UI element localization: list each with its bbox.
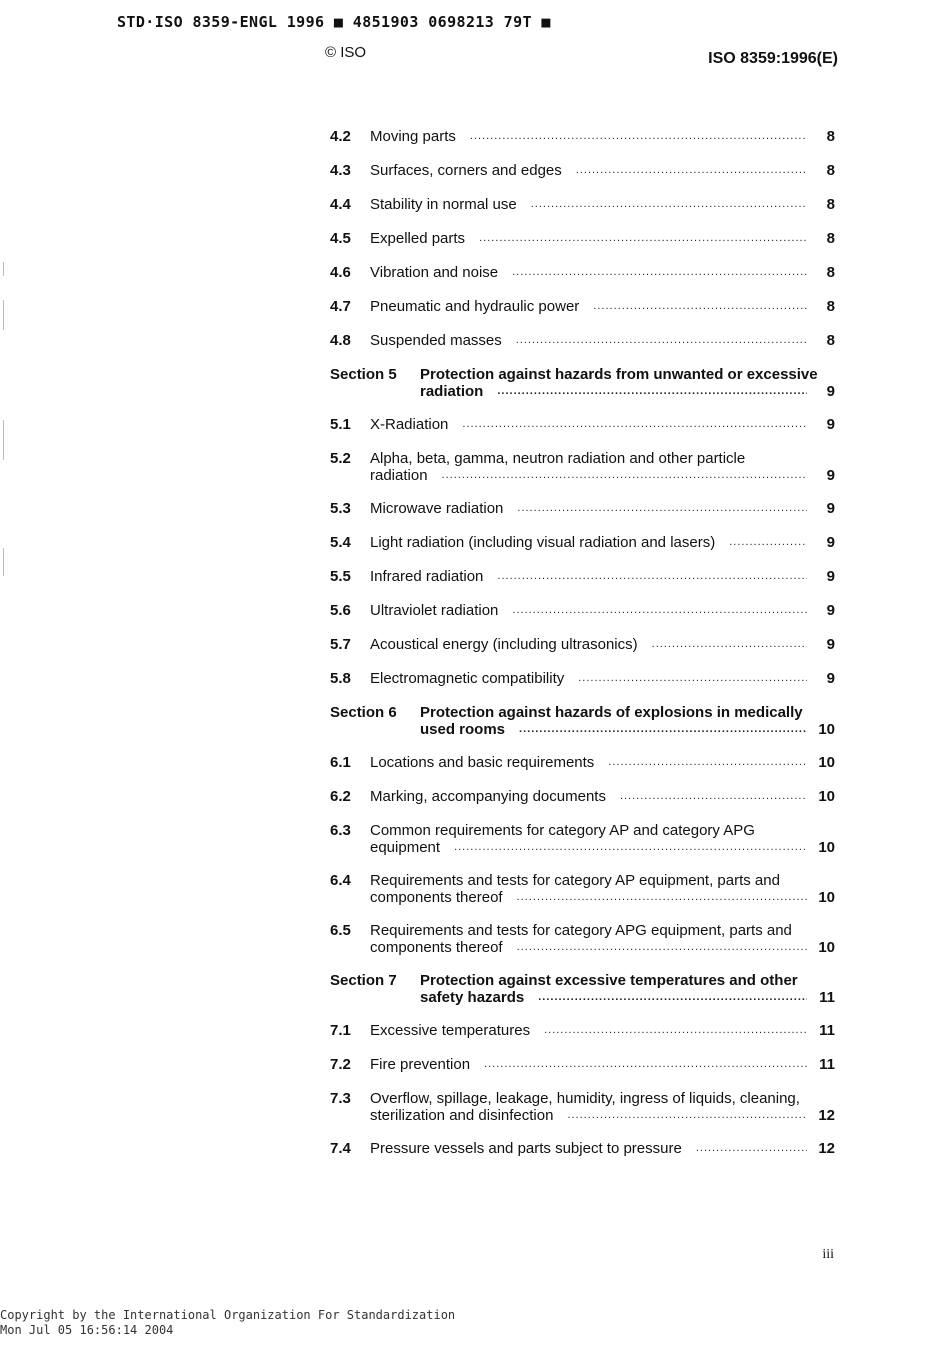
toc-page-number: 10 bbox=[818, 721, 835, 738]
scan-artifact bbox=[3, 262, 4, 276]
footer-line-2: Mon Jul 05 16:56:14 2004 bbox=[0, 1323, 174, 1337]
toc-entry-number: 6.2 bbox=[330, 788, 351, 805]
dot-leader bbox=[620, 788, 807, 805]
toc-entry-title: equipment bbox=[370, 839, 441, 856]
toc-page-number: 8 bbox=[826, 230, 835, 247]
dot-leader bbox=[484, 1056, 807, 1073]
toc-page-number: 12 bbox=[818, 1107, 835, 1124]
dot-leader bbox=[454, 839, 807, 856]
toc-entry-number: 7.1 bbox=[330, 1022, 351, 1039]
toc-page-number: 9 bbox=[826, 670, 835, 687]
toc-entry bbox=[330, 264, 835, 281]
toc-entry-title: Light radiation (including visual radiation and lasers) bbox=[370, 534, 716, 551]
dot-leader bbox=[578, 670, 807, 687]
toc-section-heading bbox=[330, 972, 835, 1006]
toc-entry-number: Section 7 bbox=[330, 972, 397, 989]
toc-entry-number: 6.4 bbox=[330, 872, 351, 889]
dot-leader bbox=[517, 939, 807, 956]
toc-entry bbox=[330, 230, 835, 247]
toc-entry bbox=[330, 162, 835, 179]
toc-entry-title: components thereof bbox=[370, 939, 503, 956]
toc-entry-title: Fire prevention bbox=[370, 1056, 471, 1073]
toc-entry bbox=[330, 922, 835, 956]
toc-entry-title: Ultraviolet radiation bbox=[370, 602, 499, 619]
toc-entry-number: 4.3 bbox=[330, 162, 351, 179]
toc-entry-number: 6.5 bbox=[330, 922, 351, 939]
toc-entry-number: 7.3 bbox=[330, 1090, 351, 1107]
toc-entry-number: 5.6 bbox=[330, 602, 351, 619]
toc-entry-number: 5.5 bbox=[330, 568, 351, 585]
toc-entry bbox=[330, 196, 835, 213]
toc-section-heading bbox=[330, 366, 835, 400]
toc-entry bbox=[330, 128, 835, 145]
toc-page-number: 8 bbox=[826, 298, 835, 315]
toc-entry-number: 4.6 bbox=[330, 264, 351, 281]
toc-entry bbox=[330, 500, 835, 517]
toc-entry-number: 5.4 bbox=[330, 534, 351, 551]
toc-entry-number: Section 5 bbox=[330, 366, 397, 383]
toc-entry-title-line-1: Protection against hazards of explosions in medically bbox=[420, 704, 803, 721]
toc-page-number: 10 bbox=[818, 939, 835, 956]
toc-entry-number: 5.2 bbox=[330, 450, 351, 467]
toc-section-heading bbox=[330, 704, 835, 738]
toc-entry-title-line-1: Protection against hazards from unwanted or excessive bbox=[420, 366, 818, 383]
toc-entry bbox=[330, 568, 835, 585]
document-id-line: STD·ISO 8359-ENGL 1996 ■ 4851903 0698213 79T ■ bbox=[117, 13, 551, 31]
table-of-contents bbox=[330, 128, 835, 1157]
toc-entry-title-line-1: Protection against excessive temperatures and other bbox=[420, 972, 798, 989]
dot-leader bbox=[567, 1107, 807, 1124]
toc-entry-title-line-1: Requirements and tests for category AP equipment, parts and bbox=[370, 872, 780, 889]
toc-entry bbox=[330, 1022, 835, 1039]
toc-entry-title: used rooms bbox=[420, 721, 506, 738]
dot-leader bbox=[652, 636, 807, 653]
toc-page-number: 10 bbox=[818, 754, 835, 771]
toc-entry-title-line-1: Alpha, beta, gamma, neutron radiation and other particle bbox=[370, 450, 746, 467]
dot-leader bbox=[512, 264, 807, 281]
toc-entry bbox=[330, 450, 835, 484]
toc-entry bbox=[330, 872, 835, 906]
toc-entry-number: 7.4 bbox=[330, 1140, 351, 1157]
toc-entry-title: Electromagnetic compatibility bbox=[370, 670, 565, 687]
dot-leader bbox=[497, 568, 807, 585]
toc-page-number: 8 bbox=[826, 264, 835, 281]
dot-leader bbox=[519, 721, 807, 738]
toc-page-number: 11 bbox=[819, 1056, 835, 1073]
toc-entry-title: safety hazards bbox=[420, 989, 525, 1006]
scan-artifact bbox=[3, 548, 4, 576]
toc-page-number: 9 bbox=[826, 568, 835, 585]
toc-entry-title: components thereof bbox=[370, 889, 503, 906]
toc-entry-number: 6.1 bbox=[330, 754, 351, 771]
toc-page-number: 9 bbox=[826, 467, 835, 484]
toc-page-number: 8 bbox=[826, 332, 835, 349]
toc-page-number: 9 bbox=[826, 383, 835, 400]
toc-page-number: 12 bbox=[818, 1140, 835, 1157]
toc-page-number: 11 bbox=[819, 989, 835, 1006]
toc-entry-number: 4.7 bbox=[330, 298, 351, 315]
dot-leader bbox=[517, 500, 807, 517]
toc-page-number: 8 bbox=[826, 128, 835, 145]
dot-leader bbox=[462, 416, 807, 433]
toc-entry-title: Excessive temperatures bbox=[370, 1022, 531, 1039]
dot-leader bbox=[479, 230, 807, 247]
toc-page-number: 9 bbox=[826, 534, 835, 551]
toc-entry-number: 5.3 bbox=[330, 500, 351, 517]
toc-entry-number: 5.1 bbox=[330, 416, 351, 433]
page-number: iii bbox=[822, 1247, 834, 1262]
toc-page-number: 9 bbox=[826, 602, 835, 619]
toc-entry-title: radiation bbox=[420, 383, 484, 400]
toc-entry-title: X-Radiation bbox=[370, 416, 449, 433]
toc-entry-title: Infrared radiation bbox=[370, 568, 484, 585]
dot-leader bbox=[517, 889, 807, 906]
toc-entry bbox=[330, 670, 835, 687]
dot-leader bbox=[538, 989, 807, 1006]
toc-entry bbox=[330, 298, 835, 315]
toc-entry bbox=[330, 332, 835, 349]
toc-entry-number: 4.8 bbox=[330, 332, 351, 349]
toc-entry-title-line-1: Common requirements for category AP and category APG bbox=[370, 822, 755, 839]
dot-leader bbox=[608, 754, 807, 771]
toc-entry bbox=[330, 1090, 835, 1124]
toc-entry-title: Suspended masses bbox=[370, 332, 502, 349]
toc-page-number: 9 bbox=[826, 416, 835, 433]
dot-leader bbox=[516, 332, 807, 349]
toc-entry-title: Acoustical energy (including ultrasonics) bbox=[370, 636, 638, 653]
toc-entry-title: Microwave radiation bbox=[370, 500, 504, 517]
toc-page-number: 9 bbox=[826, 636, 835, 653]
copyright-footer bbox=[0, 1308, 455, 1338]
toc-entry bbox=[330, 1140, 835, 1157]
toc-page-number: 9 bbox=[826, 500, 835, 517]
toc-entry-title-line-1: Overflow, spillage, leakage, humidity, ingress of liquids, cleaning, bbox=[370, 1090, 800, 1107]
copyright-mark: © ISO bbox=[325, 44, 367, 61]
toc-entry bbox=[330, 1056, 835, 1073]
toc-page-number: 10 bbox=[818, 788, 835, 805]
toc-page-number: 11 bbox=[819, 1022, 835, 1039]
toc-entry-number: 7.2 bbox=[330, 1056, 351, 1073]
dot-leader bbox=[576, 162, 807, 179]
dot-leader bbox=[544, 1022, 807, 1039]
standard-number: ISO 8359:1996(E) bbox=[708, 50, 838, 67]
toc-page-number: 8 bbox=[826, 196, 835, 213]
dot-leader bbox=[442, 467, 807, 484]
dot-leader bbox=[470, 128, 807, 145]
dot-leader bbox=[497, 383, 807, 400]
toc-entry-title: Vibration and noise bbox=[370, 264, 499, 281]
toc-entry-title: Stability in normal use bbox=[370, 196, 517, 213]
toc-entry bbox=[330, 534, 835, 551]
toc-entry-number: 4.5 bbox=[330, 230, 351, 247]
toc-entry-title-line-1: Requirements and tests for category APG equipment, parts and bbox=[370, 922, 792, 939]
toc-entry-title: Marking, accompanying documents bbox=[370, 788, 606, 805]
dot-leader bbox=[696, 1140, 807, 1157]
toc-entry-title: radiation bbox=[370, 467, 428, 484]
dot-leader bbox=[593, 298, 807, 315]
toc-page-number: 8 bbox=[826, 162, 835, 179]
toc-page-number: 10 bbox=[818, 839, 835, 856]
toc-entry-title: sterilization and disinfection bbox=[370, 1107, 554, 1124]
toc-entry bbox=[330, 822, 835, 856]
toc-entry-title: Locations and basic requirements bbox=[370, 754, 595, 771]
toc-entry-title: Moving parts bbox=[370, 128, 456, 145]
scan-artifact bbox=[3, 420, 4, 460]
toc-entry bbox=[330, 754, 835, 771]
toc-entry bbox=[330, 602, 835, 619]
toc-entry-number: 4.2 bbox=[330, 128, 351, 145]
toc-entry-title: Pneumatic and hydraulic power bbox=[370, 298, 580, 315]
toc-entry-number: 5.7 bbox=[330, 636, 351, 653]
toc-entry bbox=[330, 636, 835, 653]
footer-line-1: Copyright by the International Organization For Standardization bbox=[0, 1308, 456, 1322]
toc-entry-title: Pressure vessels and parts subject to pressure bbox=[370, 1140, 682, 1157]
dot-leader bbox=[512, 602, 807, 619]
toc-entry-number: Section 6 bbox=[330, 704, 397, 721]
toc-entry-number: 4.4 bbox=[330, 196, 351, 213]
toc-entry-title: Expelled parts bbox=[370, 230, 466, 247]
dot-leader bbox=[531, 196, 807, 213]
toc-entry-title: Surfaces, corners and edges bbox=[370, 162, 562, 179]
toc-page-number: 10 bbox=[818, 889, 835, 906]
toc-entry-number: 6.3 bbox=[330, 822, 351, 839]
toc-entry bbox=[330, 416, 835, 433]
scan-artifact bbox=[3, 300, 4, 330]
toc-entry-number: 5.8 bbox=[330, 670, 351, 687]
toc-entry bbox=[330, 788, 835, 805]
dot-leader bbox=[729, 534, 807, 551]
